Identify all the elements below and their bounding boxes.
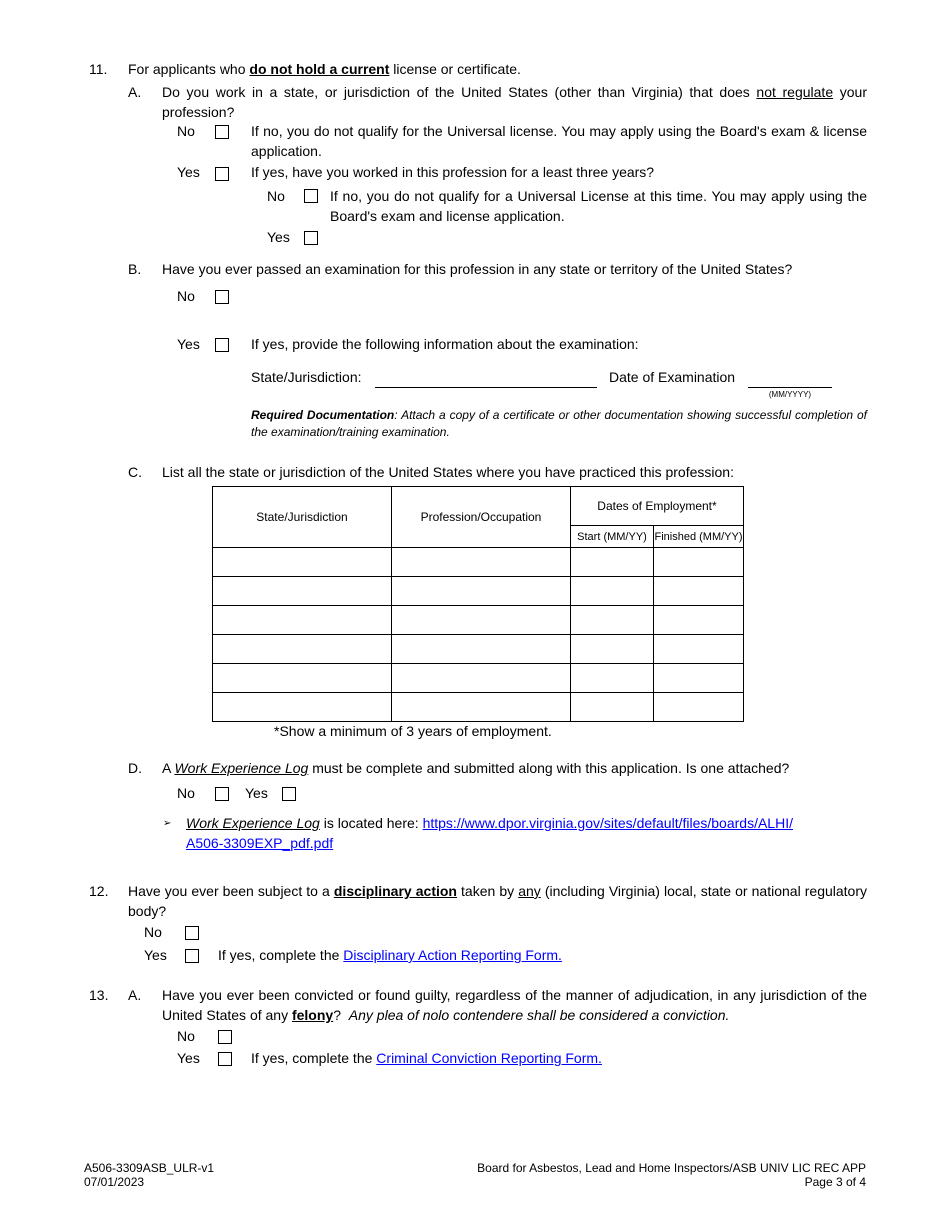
- required-documentation-heading: Required Documentation: [251, 408, 395, 422]
- state-cell[interactable]: [213, 548, 392, 577]
- q11a-yes-text: If yes, have you worked in this profession for a least three years?: [251, 164, 655, 180]
- col-header-finished: Finished (MM/YY): [654, 526, 744, 548]
- q11d-yes-checkbox[interactable]: [282, 787, 296, 801]
- q13a-emphasis: felony: [291, 1007, 334, 1023]
- work-log-text: is located here:: [319, 815, 423, 831]
- required-documentation-text: : Attach a copy of a certificate or other documentation showing successful completion of the examination/training examination.: [251, 408, 867, 439]
- q11-intro-text: For applicants who: [128, 61, 250, 77]
- q11a-sub-yes-checkbox[interactable]: [304, 231, 318, 245]
- criminal-conviction-form-link[interactable]: Criminal Conviction Reporting Form.: [376, 1050, 602, 1066]
- q11a-yes-label: Yes: [177, 164, 200, 180]
- q11a-text-end: your profession?: [162, 84, 867, 120]
- q11d-log-name: Work Experience Log: [174, 760, 309, 776]
- profession-cell[interactable]: [392, 577, 571, 606]
- q11a-text-underlined: not regulate: [756, 84, 834, 100]
- q12-text-end: (including Virginia) local, state or national regulatory body?: [128, 883, 868, 919]
- start-cell[interactable]: [571, 664, 654, 693]
- q13-no-label: No: [177, 1028, 195, 1044]
- disciplinary-action-form-link[interactable]: Disciplinary Action Reporting Form.: [343, 947, 562, 963]
- q12-no-checkbox[interactable]: [185, 926, 199, 940]
- q11a-no-checkbox[interactable]: [215, 125, 229, 139]
- q11d-question: [162, 758, 867, 778]
- col-header-state: State/Jurisdiction: [213, 487, 392, 548]
- profession-cell[interactable]: [392, 606, 571, 635]
- q12-question: [128, 881, 867, 921]
- q11d-text-end: must be complete and submitted along with this application. Is one attached?: [308, 760, 790, 776]
- bullet-arrow-icon: ➢: [163, 818, 172, 829]
- finished-cell[interactable]: [654, 606, 744, 635]
- state-cell[interactable]: [213, 664, 392, 693]
- q13-yes-checkbox[interactable]: [218, 1052, 232, 1066]
- q11b-yes-checkbox[interactable]: [215, 338, 229, 352]
- q11d-letter: D.: [128, 760, 142, 776]
- start-cell[interactable]: [571, 606, 654, 635]
- q11a-yes-checkbox[interactable]: [215, 167, 229, 181]
- q11a-no-label: No: [177, 123, 195, 139]
- q11b-letter: B.: [128, 261, 142, 277]
- finished-cell[interactable]: [654, 693, 744, 722]
- date-format-hint: (MM/YYYY): [768, 390, 812, 399]
- q11b-yes-text: If yes, provide the following information about the examination:: [251, 336, 639, 352]
- q12-emphasis: disciplinary action: [333, 883, 457, 899]
- start-cell[interactable]: [571, 577, 654, 606]
- col-header-dates: Dates of Employment*: [571, 487, 744, 526]
- page-number: Page 3 of 4: [804, 1175, 866, 1189]
- table-row: [213, 577, 744, 606]
- q11b-no-checkbox[interactable]: [215, 290, 229, 304]
- table-row: [213, 664, 744, 693]
- table-row: [213, 693, 744, 722]
- q11-intro-emphasis: do not hold a current: [249, 61, 390, 77]
- start-cell[interactable]: [571, 635, 654, 664]
- form-date: 07/01/2023: [84, 1175, 145, 1189]
- q12-text-underlined: any: [518, 883, 541, 899]
- q13a-question-mark: ?: [333, 1007, 349, 1023]
- q11-number: 11.: [89, 61, 108, 77]
- q13a-note: Any plea of nolo contendere shall be considered a conviction.: [348, 1007, 730, 1023]
- finished-cell[interactable]: [654, 664, 744, 693]
- profession-cell[interactable]: [392, 693, 571, 722]
- footer-left: [84, 1161, 214, 1189]
- q11-intro: [128, 59, 868, 79]
- profession-cell[interactable]: [392, 635, 571, 664]
- q11a-letter: A.: [128, 84, 142, 100]
- q11d-text: A: [162, 760, 175, 776]
- col-header-profession: Profession/Occupation: [392, 487, 571, 548]
- q11b-yes-label: Yes: [177, 336, 200, 352]
- q11d-no-checkbox[interactable]: [215, 787, 229, 801]
- q11d-yes-label: Yes: [245, 785, 268, 801]
- table-row: [213, 606, 744, 635]
- board-name: Board for Asbestos, Lead and Home Inspectors/ASB UNIV LIC REC APP: [477, 1161, 866, 1175]
- q11a-question: [162, 82, 867, 122]
- date-of-examination-label: Date of Examination: [609, 369, 736, 385]
- q11a-sub-no-checkbox[interactable]: [304, 189, 318, 203]
- q11d-no-label: No: [177, 785, 195, 801]
- q13a-text: Have you ever been convicted or found guilty, regardless of the manner of adjudication, in any jurisdiction of the United States of any: [162, 987, 867, 1023]
- table-row: [213, 548, 744, 577]
- profession-cell[interactable]: [392, 548, 571, 577]
- finished-cell[interactable]: [654, 548, 744, 577]
- state-jurisdiction-label: State/Jurisdiction:: [251, 369, 362, 385]
- start-cell[interactable]: [571, 548, 654, 577]
- q12-yes-label: Yes: [144, 947, 167, 963]
- state-cell[interactable]: [213, 693, 392, 722]
- q13-yes-instruction: [251, 1048, 602, 1068]
- q13a-question: [162, 985, 867, 1025]
- work-log-location: [186, 813, 846, 853]
- q12-yes-instruction: [218, 945, 562, 965]
- q12-text-mid: taken by: [456, 883, 519, 899]
- finished-cell[interactable]: [654, 577, 744, 606]
- work-log-link-continued[interactable]: A506-3309EXP_pdf.pdf: [186, 835, 334, 851]
- q11c-question: List all the state or jurisdiction of the United States where you have practiced this profession:: [162, 464, 734, 480]
- q13-yes-text: If yes, complete the: [251, 1050, 377, 1066]
- q11b-no-label: No: [177, 288, 195, 304]
- state-cell[interactable]: [213, 635, 392, 664]
- finished-cell[interactable]: [654, 635, 744, 664]
- work-log-link[interactable]: https://www.dpor.virginia.gov/sites/default/files/boards/ALHI/: [422, 815, 793, 831]
- q11-intro-text-end: license or certificate.: [389, 61, 521, 77]
- q12-yes-text: If yes, complete the: [218, 947, 344, 963]
- q13a-letter: A.: [128, 987, 142, 1003]
- state-jurisdiction-field[interactable]: [375, 387, 597, 388]
- q12-text: Have you ever been subject to a: [128, 883, 334, 899]
- q11a-sub-no-text: If no, you do not qualify for a Universal License at this time. You may apply using the Board's exam and license application.: [330, 188, 867, 224]
- state-cell[interactable]: [213, 606, 392, 635]
- work-log-name: Work Experience Log: [186, 815, 320, 831]
- employment-note: *Show a minimum of 3 years of employment.: [274, 723, 552, 739]
- q12-number: 12.: [89, 883, 109, 899]
- q11a-text: Do you work in a state, or jurisdiction of the United States (other than Virginia) that does: [162, 84, 757, 100]
- start-cell[interactable]: [571, 693, 654, 722]
- q11b-question: Have you ever passed an examination for this profession in any state or territory of the United States?: [162, 261, 793, 277]
- employment-table: [212, 486, 744, 722]
- q13-yes-label: Yes: [177, 1050, 200, 1066]
- q13-no-checkbox[interactable]: [218, 1030, 232, 1044]
- q12-no-label: No: [144, 924, 162, 940]
- form-id: A506-3309ASB_ULR-v1: [84, 1161, 215, 1175]
- q12-yes-checkbox[interactable]: [185, 949, 199, 963]
- q11a-no-text: If no, you do not qualify for the Universal license. You may apply using the Board's exam & license application.: [251, 123, 867, 159]
- q11a-sub-no-label: No: [267, 188, 285, 204]
- table-row: [213, 635, 744, 664]
- footer-right: [477, 1161, 866, 1189]
- q11c-letter: C.: [128, 464, 142, 480]
- profession-cell[interactable]: [392, 664, 571, 693]
- q11a-sub-yes-label: Yes: [267, 229, 290, 245]
- q13-number: 13.: [89, 987, 109, 1003]
- date-of-examination-field[interactable]: [748, 387, 832, 388]
- state-cell[interactable]: [213, 577, 392, 606]
- col-header-start: Start (MM/YY): [571, 526, 654, 548]
- required-documentation-note: [251, 407, 867, 441]
